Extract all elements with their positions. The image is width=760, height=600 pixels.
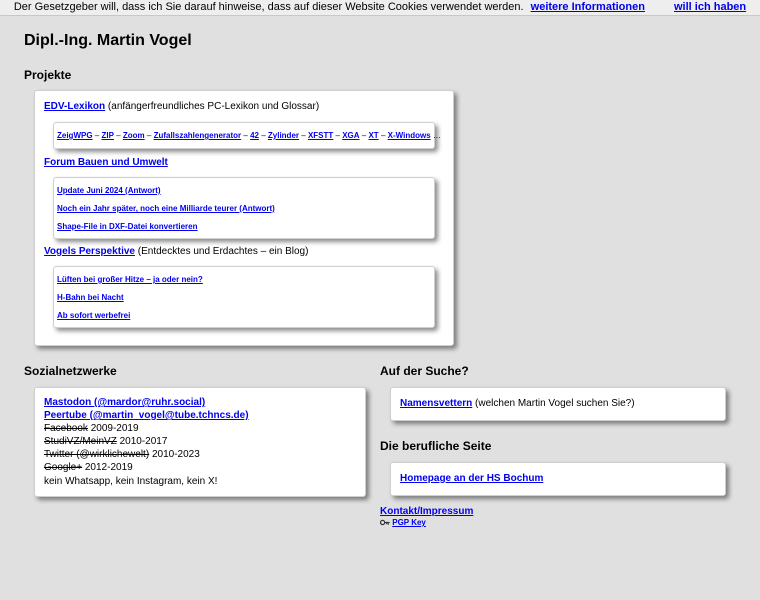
blog-link[interactable]: Vogels Perspektive xyxy=(44,246,135,257)
blog-post-link[interactable]: Lüften bei großer Hitze – ja oder nein? xyxy=(57,275,203,284)
cookie-text: Der Gesetzgeber will, dass ich Sie darauf hinweise, dass auf dieser Website Cookies verwendet werden. xyxy=(13,1,524,13)
social-heading: Sozialnetzwerke xyxy=(24,364,117,378)
blog-line xyxy=(44,246,308,257)
term-separator: – xyxy=(116,131,121,140)
namensvettern-link[interactable]: Namensvettern xyxy=(400,398,473,409)
studivz-line xyxy=(44,436,167,447)
edv-term-link[interactable]: XFSTT xyxy=(307,131,334,140)
pgp-key-link[interactable]: PGP Key xyxy=(392,518,426,527)
term-separator: – xyxy=(361,131,367,140)
facebook-line xyxy=(44,423,139,434)
edv-line xyxy=(44,101,319,112)
edv-description: (anfängerfreundliches PC-Lexikon und Glossar) xyxy=(107,101,320,112)
term-separator: – xyxy=(243,131,248,140)
search-card xyxy=(390,387,726,421)
key-icon xyxy=(380,518,392,527)
term-ellipsis: … xyxy=(432,131,441,140)
mastodon-link[interactable]: Mastodon (@mardor@ruhr.social) xyxy=(44,397,206,408)
term-separator: – xyxy=(301,131,306,140)
edv-lexikon-link[interactable]: EDV-Lexikon xyxy=(44,101,106,112)
forum-line xyxy=(44,157,168,168)
term-separator: – xyxy=(146,131,152,140)
peertube-link[interactable]: Peertube (@martin_vogel@tube.tchncs.de) xyxy=(44,410,249,421)
term-separator: – xyxy=(261,131,266,140)
forum-post-link[interactable]: Update Juni 2024 (Antwort) xyxy=(57,186,161,195)
blog-post-link[interactable]: Ab sofort werbefrei xyxy=(57,311,131,320)
blog-post-link[interactable]: H-Bahn bei Nacht xyxy=(57,293,124,302)
google-name: Google+ xyxy=(44,462,83,473)
google-line xyxy=(44,462,133,473)
edv-term-link[interactable]: Zufallszahlengenerator xyxy=(153,131,242,140)
forum-post-link[interactable]: Shape-File in DXF-Datei konvertieren xyxy=(57,222,198,231)
cookie-more-info-link[interactable]: weitere Informationen xyxy=(530,1,645,13)
blog-description: (Entdecktes und Erdachtes – ein Blog) xyxy=(137,246,309,257)
edv-term-link[interactable]: 42 xyxy=(250,131,259,140)
no-social-text: kein Whatsapp, kein Instagram, kein X! xyxy=(44,476,218,487)
google-years: 2012-2019 xyxy=(84,462,133,473)
twitter-years: 2010-2023 xyxy=(151,449,200,460)
search-description: (welchen Martin Vogel suchen Sie?) xyxy=(475,398,635,409)
site-title: Dipl.-Ing. Martin Vogel xyxy=(24,32,192,49)
search-line xyxy=(400,398,635,409)
social-card xyxy=(34,387,366,497)
blog-posts-card xyxy=(53,266,435,328)
edv-term-link[interactable]: XT xyxy=(368,131,379,140)
edv-terms-list xyxy=(57,131,441,140)
edv-term-link[interactable]: XGA xyxy=(342,131,360,140)
term-separator: – xyxy=(335,131,340,140)
edv-term-link[interactable]: ZeigWPG xyxy=(57,131,93,140)
hs-bochum-link[interactable]: Homepage an der HS Bochum xyxy=(400,473,544,484)
edv-terms-card xyxy=(53,122,441,149)
edv-term-link[interactable]: Zylinder xyxy=(267,131,300,140)
pgp-line xyxy=(380,518,426,527)
term-separator: – xyxy=(94,131,100,140)
cookie-accept-link[interactable]: will ich haben xyxy=(674,1,747,13)
facebook-name: Facebook xyxy=(44,423,88,434)
projects-heading: Projekte xyxy=(24,68,72,82)
edv-term-link[interactable]: Zoom xyxy=(122,131,145,140)
twitter-line xyxy=(44,449,200,460)
edv-term-link[interactable]: ZIP xyxy=(101,131,114,140)
studivz-years: 2010-2017 xyxy=(119,436,168,447)
cookie-banner xyxy=(0,0,760,16)
career-heading: Die berufliche Seite xyxy=(380,439,492,453)
forum-posts-card xyxy=(53,177,435,239)
forum-link[interactable]: Forum Bauen und Umwelt xyxy=(44,157,168,168)
projects-card xyxy=(34,90,454,346)
career-card xyxy=(390,462,726,496)
twitter-name: Twitter (@wirklichewelt) xyxy=(44,449,150,460)
studivz-name: StudiVZ/MeinVZ xyxy=(44,436,117,447)
forum-post-link[interactable]: Noch ein Jahr später, noch eine Milliarde teurer (Antwort) xyxy=(57,204,275,213)
edv-term-link[interactable]: X-Windows xyxy=(387,131,431,140)
term-separator: – xyxy=(380,131,386,140)
contact-link[interactable]: Kontakt/Impressum xyxy=(380,506,474,517)
search-heading: Auf der Suche? xyxy=(380,364,469,378)
facebook-years: 2009-2019 xyxy=(90,423,139,434)
